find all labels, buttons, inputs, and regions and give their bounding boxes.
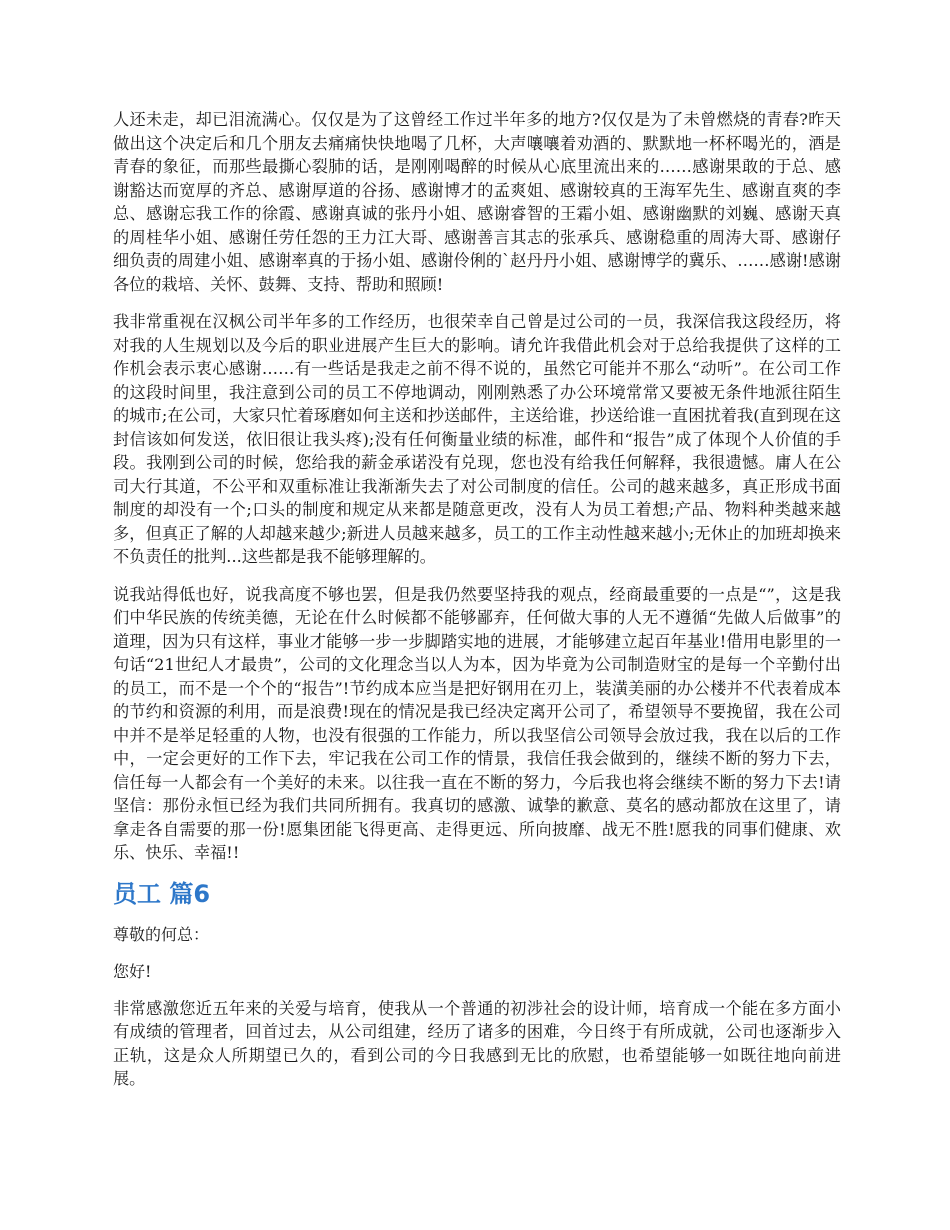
- section-heading: 员工 篇6: [113, 879, 211, 908]
- greeting: 您好!: [113, 961, 152, 981]
- paragraph-viewpoint: 说我站得低也好，说我高度不够也罢，但是我仍然要坚持我的观点，经商最重要的一点是“”，这是我们中华民族的传统美德，无论在什么时候都不能够鄙弃，任何做大事的人无不遵循“先做人后做事”的道理，因为只有这样，事业才能够一步一步脚踏实地的进展，才能够建立起百年基业!借用电影里的一句话“21世纪人才最贵”，公司的文化理念当以人为本，因为毕竟为公司制造财宝的是每一个辛勤付出的员工，而不是一个个的“报告”!节约成本应当是把好钢用在刃上，装潢美丽的办公楼并不代表着成本的节约和资源的利用，而是浪费!现在的情况是我已经决定离开公司了，希望领导不要挽留，我在公司中并不是举足轻重的人物，也没有很强的工作能力，所以我坚信公司领导会放过我，我在以后的工作中，一定会更好的工作下去，牢记我在公司工作的情景，我信任我会做到的，继续不断的努力下去，信任每一人都会有一个美好的未来。以往我一直在不断的努力，今后我也将会继续不断的努力下去!请坚信：那份永恒已经为我们共同所拥有。我真切的感激、诚挚的歉意、莫名的感动都放在这里了，请拿走各自需要的那一份!愿集团能飞得更高、走得更远、所向披靡、战无不胜!愿我的同事们健康、欢乐、快乐、幸福!!: [113, 584, 841, 862]
- document-page: [113, 108, 841, 1105]
- paragraph-thanks: 非常感激您近五年来的关爱与培育，使我从一个普通的初涉社会的设计师，培育成一个能在多方面小有成绩的管理者，回首过去，从公司组建，经历了诸多的困难，今日终于有所成就，公司也逐渐步入正轨，这是众人所期望已久的，看到公司的今日我感到无比的欣慰，也希望能够一如既往地向前进展。: [113, 998, 841, 1088]
- paragraph-experience: 我非常重视在汉枫公司半年多的工作经历，也很荣幸自己曾是过公司的一员，我深信我这段经历，将对我的人生规划以及今后的职业进展产生巨大的影响。请允许我借此机会对于总给我提供了这样的工作机会表示衷心感谢……有一些话是我走之前不得不说的，虽然它可能并不那么“动听”。在公司工作的这段时间里，我注意到公司的员工不停地调动，刚刚熟悉了办公环境常常又要被无条件地派往陌生的城市;在公司，大家只忙着琢磨如何主送和抄送邮件，主送给谁，抄送给谁一直困扰着我(直到现在这封信该如何发送，依旧很让我头疼);没有任何衡量业绩的标准，邮件和“报告”成了体现个人价值的手段。我刚到公司的时候，您给我的薪金承诺没有兑现，您也没有给我任何解释，我很遗憾。庸人在公司大行其道，不公平和双重标准让我渐渐失去了对公司制度的信任。公司的越来越多，真正形成书面制度的却没有一个;口头的制度和规定从来都是随意更改，没有人为员工着想;产品、物料种类越来越多，但真正了解的人却越来越少;新进人员越来越多，员工的工作主动性越来越小;无休止的加班却换来不负责任的批判...这些都是我不能够理解的。: [113, 312, 841, 566]
- paragraph-gratitude: 人还未走，却已泪流满心。仅仅是为了这曾经工作过半年多的地方?仅仅是为了未曾燃烧的青春?昨天做出这个决定后和几个朋友去痛痛快快地喝了几杯，大声嚷嚷着劝酒的、默默地一杯杯喝光的，酒是青春的象征，而那些最撕心裂肺的话，是刚刚喝醉的时候从心底里流出来的……感谢果敢的于总、感谢豁达而宽厚的齐总、感谢厚道的谷扬、感谢博才的孟爽姐、感谢较真的王海军先生、感谢直爽的李总、感谢忘我工作的徐霞、感谢真诚的张丹小姐、感谢睿智的王霜小姐、感谢幽默的刘巍、感谢天真的周桂华小姐、感谢任劳任怨的王力江大哥、感谢善言其志的张承兵、感谢稳重的周涛大哥、感谢仔细负责的周建小姐、感谢率真的于扬小姐、感谢伶俐的`赵丹丹小姐、感谢博学的冀乐、……感谢!感谢各位的栽培、关怀、鼓舞、支持、帮助和照顾!: [113, 110, 841, 294]
- salutation: 尊敬的何总：: [113, 924, 210, 944]
